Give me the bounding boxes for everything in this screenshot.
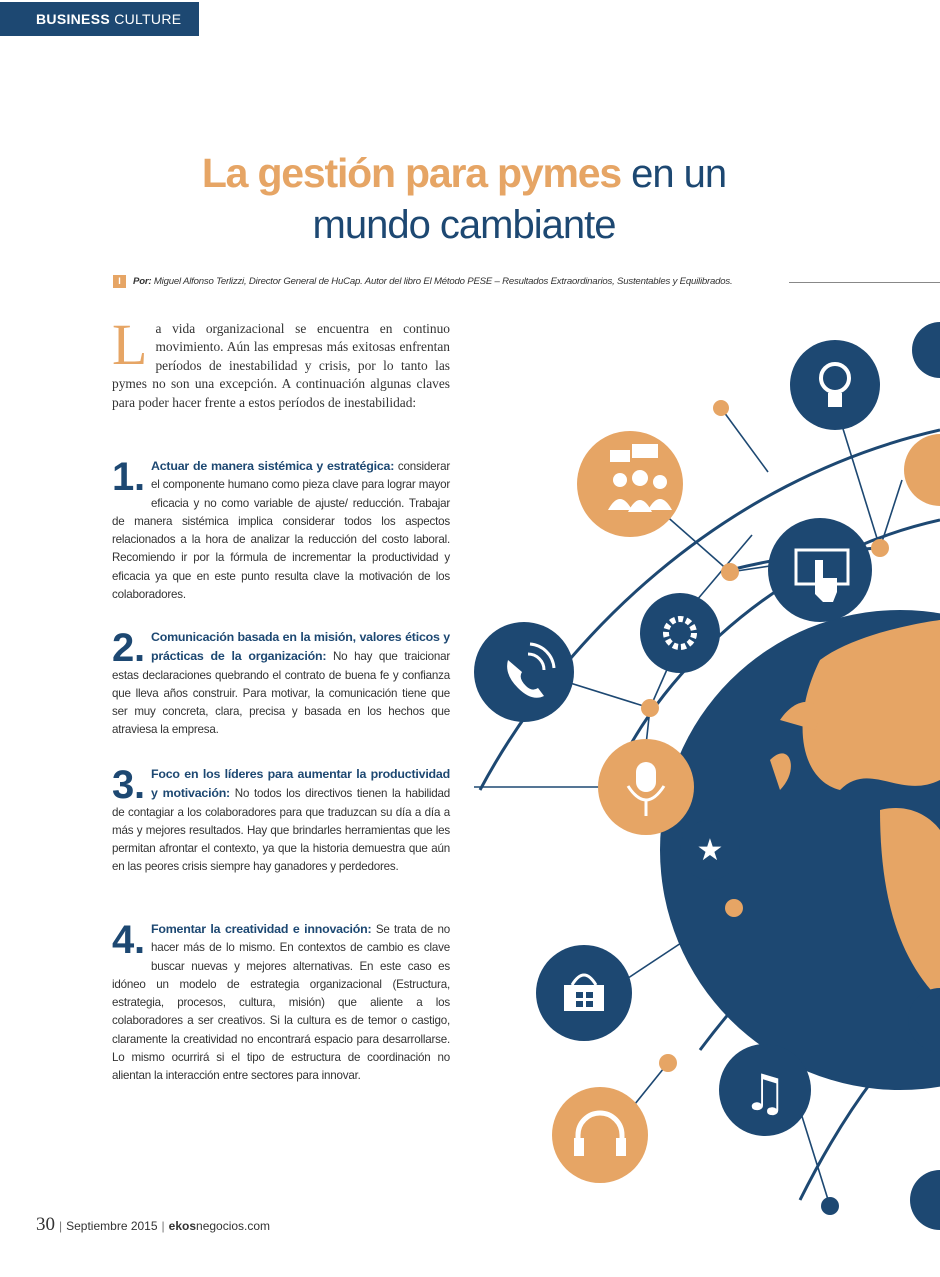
article-title — [100, 152, 828, 255]
byline-rule — [789, 282, 940, 283]
list-item-4 — [112, 920, 450, 1086]
item-body: Se trata de no hacer más de lo mismo. En contextos de cambio es clave buscar nuevas y mejores alternativas. En este caso es idóneo un modelo de estrategia organizacional (Estructura, estrategia, procesos, cultura, misión) que aliente a los colaboradores a ser creativos. Si la cultura es de temor o castigo, claramente la creatividad no encontrará espacio para desarrollarse. Lo mismo ocurrirá si el tipo de estructura de coordinación no alientan la interacción entre sectores para innovar. — [112, 923, 450, 1083]
item-heading: Comunicación basada en la misión, valores éticos y prácticas de la organización: — [150, 630, 450, 664]
item-body: No hay que traicionar estas declaraciones quebrando el contrato de buena fe y confianza que lleva años construir. Para motivar, la comunicación tiene que ser muy concreta, clara, precisa y basada en los hechos que atraviesa la empresa. — [112, 650, 451, 737]
music-note-icon — [719, 1044, 811, 1136]
item-body: No todos los directivos tienen la habilidad de contagiar a los colaboradores para que traduzcan su día a día a más y mejores resultados. Hay que brindarles herramientas que les permitan afrontar el contexto, ya que la historia demuestra que aún en las peores crisis siempre hay ganadores y perdedores. — [112, 787, 450, 874]
list-item-3 — [112, 765, 450, 877]
intro-text: a vida organizacional se encuentra en continuo movimiento. Aún las empresas más exitosas enfrentan períodos de inestabilidad y crisis, por lo tanto las pymes no son una excepción. A continuación algunas claves para poder hacer frente a estos períodos de inestabilidad: — [112, 321, 450, 410]
item-number: 4. — [112, 918, 145, 962]
star-icon — [680, 820, 740, 880]
list-item-2 — [112, 628, 450, 740]
title-highlight: La gestión para pymes — [201, 150, 621, 196]
item-number: 3. — [112, 763, 145, 807]
page-footer: 30 | Septiembre 2015 | ekosnegocios.com — [36, 1214, 271, 1235]
item-heading: Actuar de manera sistémica y estratégica: — [150, 459, 395, 473]
drop-cap: L — [112, 312, 148, 377]
byline-marker: I — [113, 275, 126, 288]
byline — [113, 275, 940, 289]
network-illustration — [460, 300, 940, 1277]
svg-text:★: ★ — [696, 833, 724, 868]
item-heading: Fomentar la creatividad e innovación: — [150, 922, 372, 936]
item-heading: Foco en los líderes para aumentar la productividad y motivación: — [150, 767, 450, 801]
issue-date: Septiembre 2015 — [66, 1219, 158, 1233]
item-body: considerar el componente humano como pieza clave para lograr mayor eficacia y no como variable de ajuste/ reducción. Trabajar de manera sistémica implica considerar todos los aspectos relacionados a la hora de analizar la reducción del costo laboral. Recomiendo ir por la fórmula de incrementar la productividad y eficacia ya que en este punto resulta clave la motivación de los colaboradores. — [112, 460, 450, 602]
touchscreen-icon — [768, 518, 872, 622]
brand-bold: ekos — [168, 1219, 197, 1233]
microphone-icon — [598, 739, 694, 835]
brand-rest: negocios.com — [196, 1219, 271, 1233]
svg-text:♫: ♫ — [742, 1064, 788, 1122]
section-label: BUSINESS CULTURE — [36, 11, 182, 27]
headphones-icon — [552, 1087, 648, 1183]
shopping-basket-icon — [536, 945, 632, 1041]
phone-icon — [474, 622, 574, 722]
byline-text: Por: Miguel Alfonso Terlizzi, Director General de HuCap. Autor del libro El Método PESE – Resultados Extraordinarios, Sustentables y Equilibrados. — [133, 276, 733, 287]
item-number: 2. — [112, 626, 145, 670]
lightbulb-icon — [790, 340, 880, 430]
page-number: 30 — [36, 1214, 55, 1235]
intro-paragraph — [112, 312, 450, 412]
item-number: 1. — [112, 455, 145, 499]
list-item-1 — [112, 457, 450, 604]
gear-icon — [640, 593, 720, 673]
title-part-1: en un — [620, 152, 727, 196]
section-tab — [0, 2, 199, 36]
title-part-2: mundo cambiante — [312, 203, 616, 247]
people-chat-icon — [577, 431, 683, 537]
